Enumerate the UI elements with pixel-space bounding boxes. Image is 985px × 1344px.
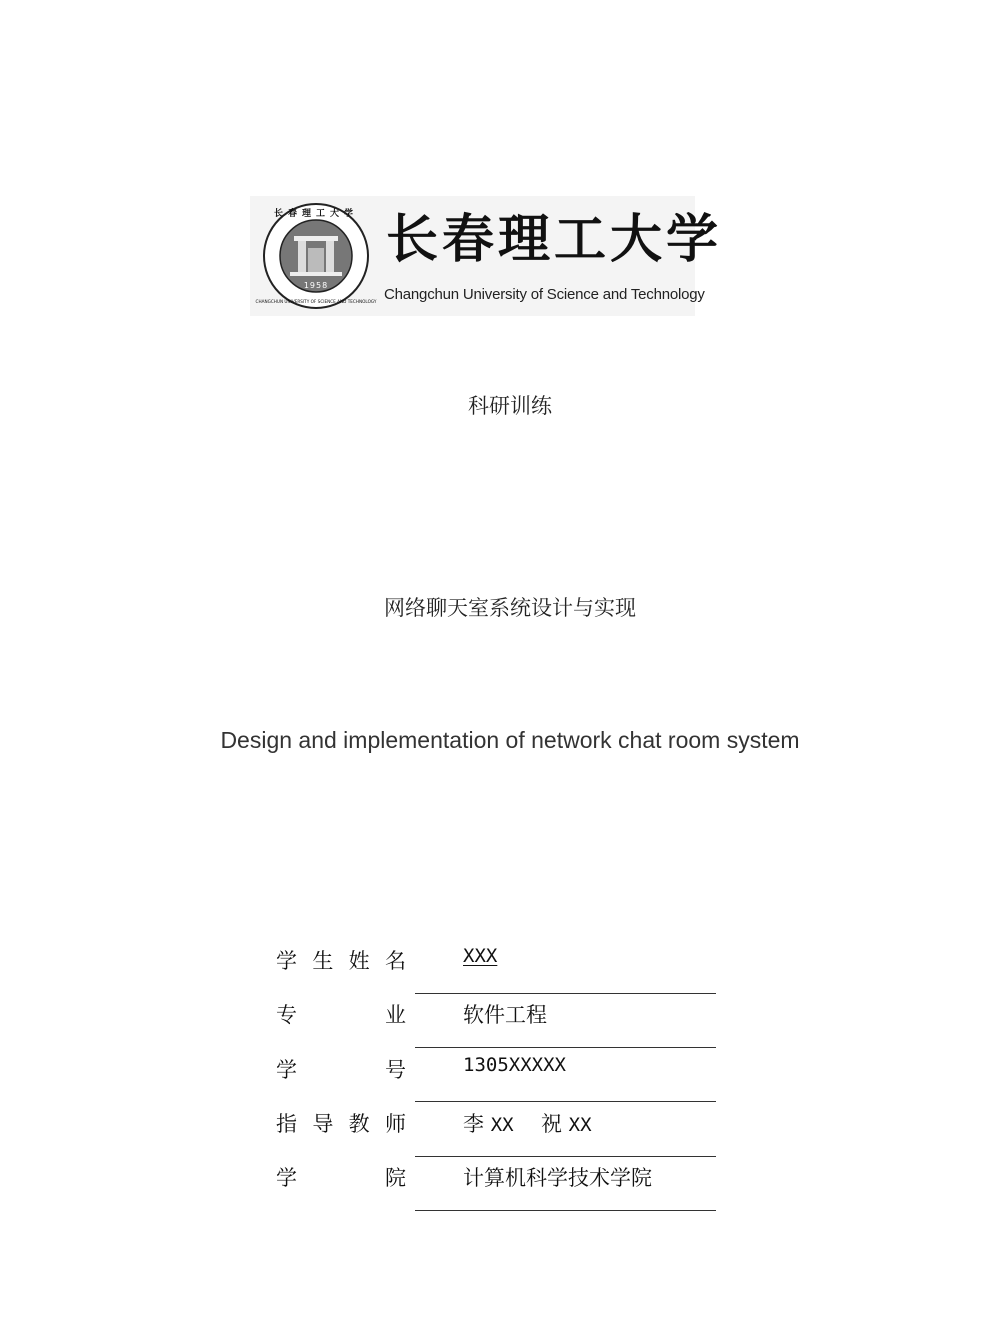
seal-top-text: 长春理工大学	[273, 209, 359, 219]
seal-ring-text: CHANGCHUN UNIVERSITY OF SCIENCE AND TECHNOLOGY	[255, 299, 377, 304]
university-seal-icon	[255, 202, 377, 310]
value-major: 软件工程	[463, 1003, 547, 1027]
value-college: 计算机科学技术学院	[463, 1166, 652, 1190]
thesis-title-en: Design and implementation of network chat room system	[220, 727, 800, 753]
seal-year: 1958	[303, 281, 329, 290]
divider-line	[415, 993, 716, 994]
info-row-major	[276, 999, 716, 1039]
label-advisor: 指 导 教 师	[276, 1112, 406, 1136]
label-college: 学 院	[276, 1166, 406, 1190]
label-student-id: 学 号	[276, 1058, 406, 1082]
thesis-title-cn: 网络聊天室系统设计与实现	[384, 596, 636, 620]
course-title: 科研训练	[468, 394, 552, 418]
divider-line	[415, 1047, 716, 1048]
divider-line	[415, 1101, 716, 1102]
university-logo	[250, 196, 723, 316]
divider-line	[415, 1156, 716, 1157]
info-row-student-name	[276, 945, 716, 985]
value-advisor: 李 XX 祝 XX	[463, 1112, 592, 1136]
university-name-en: Changchun University of Science and Technology	[384, 286, 705, 303]
label-major: 专 业	[276, 1003, 406, 1027]
value-student-name: XXX	[463, 945, 498, 967]
university-name-cn: 长春理工大学	[386, 209, 723, 270]
info-row-student-id	[276, 1054, 716, 1094]
divider-line	[415, 1210, 716, 1211]
info-row-advisor	[276, 1108, 716, 1148]
value-student-id: 1305XXXXX	[463, 1054, 566, 1076]
info-row-college	[276, 1162, 716, 1202]
label-student-name: 学 生 姓 名	[276, 949, 406, 973]
